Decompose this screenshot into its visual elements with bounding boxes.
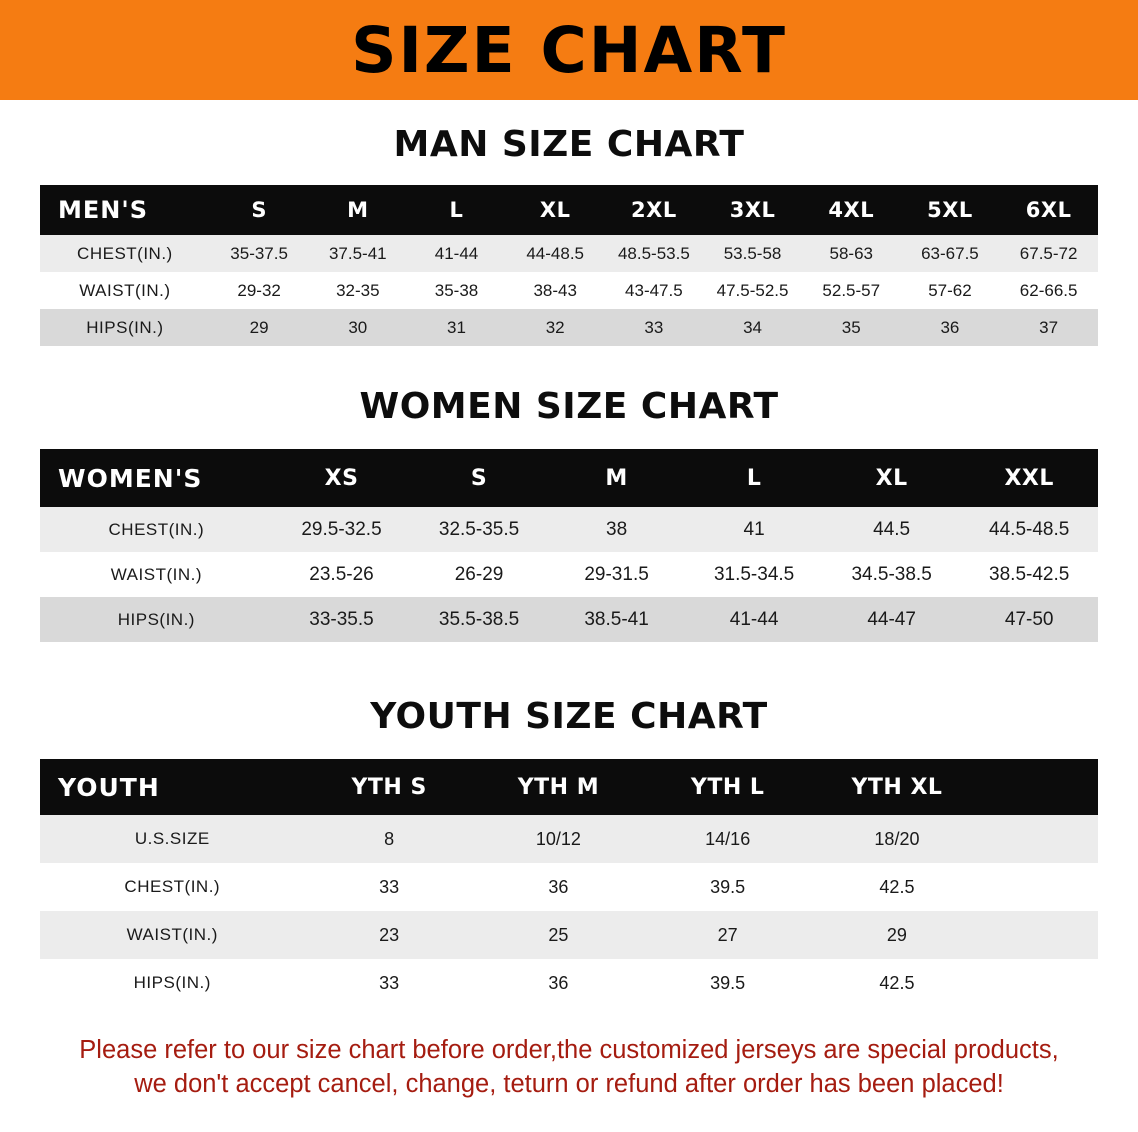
cell: 29.5-32.5 <box>273 507 411 552</box>
cell: 23.5-26 <box>273 552 411 597</box>
row-label: WAIST(IN.) <box>40 552 273 597</box>
youth-spacer <box>982 759 1098 815</box>
cell: 37.5-41 <box>308 235 407 272</box>
youth-section-title: YOUTH SIZE CHART <box>370 696 768 737</box>
table-row <box>40 863 1098 911</box>
row-label: HIPS(IN.) <box>40 959 305 1007</box>
man-size-table <box>40 185 1098 346</box>
table-row <box>40 507 1098 552</box>
men-size-header: M <box>308 185 407 235</box>
row-label: WAIST(IN.) <box>40 272 210 309</box>
women-size-header: XXL <box>960 449 1098 507</box>
cell: 8 <box>305 815 474 863</box>
man-section-title: MAN SIZE CHART <box>393 124 745 165</box>
women-size-header: S <box>410 449 548 507</box>
cell: 47-50 <box>960 597 1098 642</box>
cell: 35-37.5 <box>210 235 309 272</box>
youth-size-header: YTH S <box>305 759 474 815</box>
cell: 44-47 <box>823 597 961 642</box>
cell: 27 <box>643 911 812 959</box>
cell <box>982 911 1098 959</box>
row-label: CHEST(IN.) <box>40 507 273 552</box>
page-title: SIZE CHART <box>351 13 787 87</box>
cell <box>982 863 1098 911</box>
cell: 23 <box>305 911 474 959</box>
row-label: CHEST(IN.) <box>40 863 305 911</box>
cell: 25 <box>474 911 643 959</box>
cell: 30 <box>308 309 407 346</box>
men-size-header: 3XL <box>703 185 802 235</box>
cell: 44.5-48.5 <box>960 507 1098 552</box>
cell: 33 <box>305 959 474 1007</box>
disclaimer-line-2: we don't accept cancel, change, teturn or refund after order has been placed! <box>134 1070 1004 1099</box>
cell: 41-44 <box>407 235 506 272</box>
cell: 63-67.5 <box>901 235 1000 272</box>
row-label: CHEST(IN.) <box>40 235 210 272</box>
men-size-header: L <box>407 185 506 235</box>
banner <box>0 0 1138 100</box>
cell: 33-35.5 <box>273 597 411 642</box>
cell: 18/20 <box>812 815 981 863</box>
women-table-wrap <box>40 449 1098 642</box>
men-size-header: 6XL <box>999 185 1098 235</box>
cell: 29-31.5 <box>548 552 686 597</box>
cell: 42.5 <box>812 959 981 1007</box>
cell: 48.5-53.5 <box>605 235 704 272</box>
table-row <box>40 815 1098 863</box>
cell: 52.5-57 <box>802 272 901 309</box>
cell: 37 <box>999 309 1098 346</box>
women-size-header: M <box>548 449 686 507</box>
table-row <box>40 235 1098 272</box>
table-row <box>40 911 1098 959</box>
cell: 44.5 <box>823 507 961 552</box>
youth-size-header: YTH L <box>643 759 812 815</box>
cell: 36 <box>474 959 643 1007</box>
table-row <box>40 449 1098 507</box>
table-row <box>40 552 1098 597</box>
men-header-label: MEN'S <box>40 185 210 235</box>
women-size-header: L <box>685 449 823 507</box>
table-row <box>40 759 1098 815</box>
cell: 36 <box>474 863 643 911</box>
row-label: U.S.SIZE <box>40 815 305 863</box>
cell: 10/12 <box>474 815 643 863</box>
cell: 39.5 <box>643 863 812 911</box>
cell: 62-66.5 <box>999 272 1098 309</box>
cell: 57-62 <box>901 272 1000 309</box>
cell: 41 <box>685 507 823 552</box>
cell: 29-32 <box>210 272 309 309</box>
row-label: WAIST(IN.) <box>40 911 305 959</box>
cell <box>982 959 1098 1007</box>
cell: 38.5-41 <box>548 597 686 642</box>
youth-size-header: YTH M <box>474 759 643 815</box>
cell: 42.5 <box>812 863 981 911</box>
men-size-header: 5XL <box>901 185 1000 235</box>
cell: 33 <box>305 863 474 911</box>
cell: 31.5-34.5 <box>685 552 823 597</box>
cell <box>982 815 1098 863</box>
disclaimer-line-1: Please refer to our size chart before order,the customized jerseys are special products, <box>79 1036 1059 1064</box>
cell: 14/16 <box>643 815 812 863</box>
cell: 29 <box>210 309 309 346</box>
cell: 38.5-42.5 <box>960 552 1098 597</box>
row-label: HIPS(IN.) <box>40 309 210 346</box>
cell: 39.5 <box>643 959 812 1007</box>
table-row <box>40 272 1098 309</box>
men-size-header: 2XL <box>605 185 704 235</box>
disclaimer-note <box>40 1033 1098 1102</box>
cell: 33 <box>605 309 704 346</box>
men-size-header: 4XL <box>802 185 901 235</box>
women-size-header: XL <box>823 449 961 507</box>
women-size-header: XS <box>273 449 411 507</box>
cell: 31 <box>407 309 506 346</box>
cell: 32 <box>506 309 605 346</box>
man-table-wrap <box>40 185 1098 346</box>
cell: 35-38 <box>407 272 506 309</box>
cell: 35 <box>802 309 901 346</box>
cell: 67.5-72 <box>999 235 1098 272</box>
table-row <box>40 309 1098 346</box>
women-size-table <box>40 449 1098 642</box>
youth-size-header: YTH XL <box>812 759 981 815</box>
row-label: HIPS(IN.) <box>40 597 273 642</box>
men-size-header: XL <box>506 185 605 235</box>
table-row <box>40 185 1098 235</box>
cell: 43-47.5 <box>605 272 704 309</box>
cell: 29 <box>812 911 981 959</box>
men-size-header: S <box>210 185 309 235</box>
cell: 32.5-35.5 <box>410 507 548 552</box>
cell: 53.5-58 <box>703 235 802 272</box>
women-section-title: WOMEN SIZE CHART <box>359 386 779 427</box>
cell: 35.5-38.5 <box>410 597 548 642</box>
cell: 41-44 <box>685 597 823 642</box>
cell: 47.5-52.5 <box>703 272 802 309</box>
youth-header-label: YOUTH <box>40 759 305 815</box>
table-row <box>40 597 1098 642</box>
cell: 38 <box>548 507 686 552</box>
cell: 26-29 <box>410 552 548 597</box>
table-row <box>40 959 1098 1007</box>
women-header-label: WOMEN'S <box>40 449 273 507</box>
cell: 44-48.5 <box>506 235 605 272</box>
cell: 34 <box>703 309 802 346</box>
cell: 34.5-38.5 <box>823 552 961 597</box>
cell: 36 <box>901 309 1000 346</box>
youth-size-table <box>40 759 1098 1007</box>
cell: 32-35 <box>308 272 407 309</box>
cell: 58-63 <box>802 235 901 272</box>
cell: 38-43 <box>506 272 605 309</box>
youth-table-wrap <box>40 759 1098 1007</box>
